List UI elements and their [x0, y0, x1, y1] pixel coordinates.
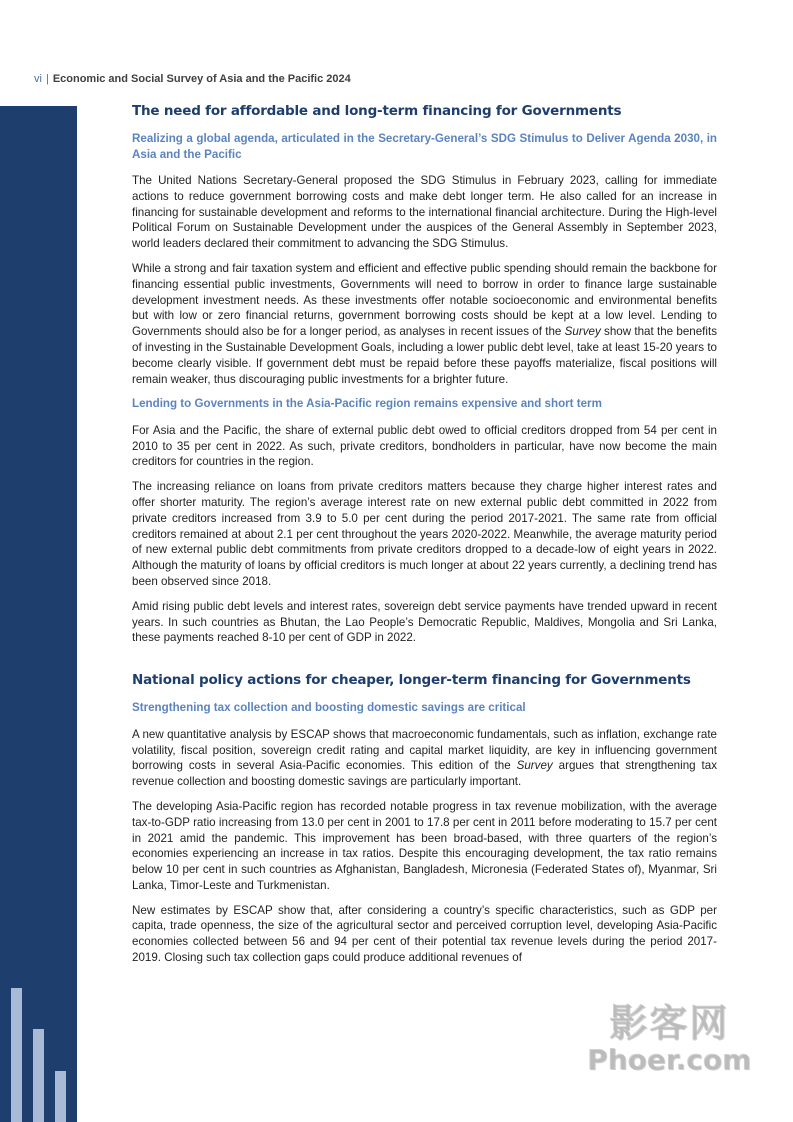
main-content [132, 103, 717, 975]
paragraph-tax-gaps: New estimates by ESCAP show that, after considering a country’s specific characteristics, such as GDP per capita, trade openness, the size of the agricultural sector and perceived corruption level, developing Asia-Pacific economies collected between 56 and 94 per cent of their potential tax revenue levels during the period 2017-2019. Closing such tax collection gaps could produce additional revenues of [132, 903, 717, 965]
page-number: vi [34, 73, 42, 85]
section-title-national-policy: National policy actions for cheaper, longer-term financing for Governments [132, 672, 691, 689]
text-run: While a strong and fair taxation system and efficient and effective public spending should remain the backbone for financing essential public investments, Governments will need to borrow in order to finance large sustainable development investment needs. As these investments offer notable socioeconomic and environmental benefits but with low or zero financial returns, government borrowing costs should be kept at a low level. Lending to Governments should also be for a longer period, as analyses in recent issues of the [132, 261, 717, 339]
sidebar-bar-medium [33, 1029, 44, 1122]
sidebar-bar-tall [11, 988, 22, 1122]
paragraph-sdg-stimulus: The United Nations Secretary-General proposed the SDG Stimulus in February 2023, calling for immediate actions to reduce government borrowing costs and make debt longer term. He also called for an increase in financing for sustainable development and reforms to the international financial architecture. During the High-level Political Forum on Sustainable Development under the auspices of the General Assembly in September 2023, world leaders declared their commitment to advancing the SDG Stimulus. [132, 174, 717, 251]
paragraph-debt-service: Amid rising public debt levels and interest rates, sovereign debt service payments have trended upward in recent years. In such countries as Bhutan, the Lao People’s Democratic Republic, Maldives, Mongolia and Sri Lanka, these payments reached 8-10 per cent of GDP in 2022. [132, 599, 717, 645]
header-separator: | [45, 73, 49, 85]
subheading-lending-expensive: Lending to Governments in the Asia-Pacific region remains expensive and short term [132, 397, 602, 411]
text-run: show that the benefits of investing in the Sustainable Development Goals, including a lower public debt level, take at least 15-20 years to become clearly visible. If government debt must be repaid before these payoffs materialize, fiscal positions will remain weaker, thus discouraging public investments for a brighter future. [132, 325, 717, 386]
watermark-chinese: 影客网 [608, 1001, 729, 1045]
survey-emphasis: Survey [516, 759, 553, 773]
paragraph-quantitative-analysis [132, 727, 717, 790]
section-title-affordable-financing: The need for affordable and long-term financing for Governments [132, 103, 622, 119]
decorative-sidebar [0, 106, 77, 1122]
paragraph-borrowing-needs [132, 261, 717, 387]
paragraph-official-creditors: For Asia and the Pacific, the share of external public debt owed to official creditors dropped from 54 per cent in 2010 to 35 per cent in 2022. As such, private creditors, bondholders in particular, have now become the main creditors for countries in the region. [132, 423, 717, 469]
publication-title: Economic and Social Survey of Asia and the Pacific 2024 [52, 73, 351, 85]
subheading-global-agenda: Realizing a global agenda, articulated in the Secretary-General’s SDG Stimulus to Deliver Agenda 2030, in Asia and the Pacific [132, 132, 717, 161]
watermark-latin: Phoer.com [586, 1043, 752, 1076]
paragraph-tax-revenue: The developing Asia-Pacific region has recorded notable progress in tax revenue mobilization, with the average tax-to-GDP ratio increasing from 13.0 per cent in 2001 to 17.8 per cent in 2011 before moderating to 15.7 per cent in 2021 amid the pandemic. This improvement has been broad-based, with three quarters of the region’s economies experiencing an increase in tax ratios. Despite this encouraging development, the tax ratio remains below 10 per cent in such countries as Afghanistan, Bangladesh, Micronesia (Federated States of), Myanmar, Sri Lanka, Timor-Leste and Turkmenistan. [132, 799, 717, 892]
subheading-tax-collection: Strengthening tax collection and boosting domestic savings are critical [132, 701, 526, 715]
text-run: argues that strengthening tax revenue collection and boosting domestic savings are particularly important. [132, 759, 717, 789]
survey-emphasis: Survey [564, 325, 601, 339]
watermark-logo [584, 1002, 754, 1076]
paragraph-private-creditors: The increasing reliance on loans from private creditors matters because they charge higher interest rates and offer shorter maturity. The region’s average interest rate on new external public debt committed in 2022 from private creditors increased from 3.9 to 5.0 per cent during the period 2017-2021. The same rate from official creditors remained at about 2.1 per cent throughout the years 2020-2022. Meanwhile, the average maturity period of new external public debt commitments from private creditors dropped to a decade-low of eight years in 2022. Although the maturity of loans by official creditors is much longer at about 22 years currently, a declining trend has been observed since 2018. [132, 480, 717, 589]
sidebar-bar-short [55, 1071, 66, 1122]
text-run: A new quantitative analysis by ESCAP shows that macroeconomic fundamentals, such as inflation, exchange rate volatility, fiscal position, sovereign credit rating and capital market liquidity, are key in influencing government borrowing costs in several Asia-Pacific economies. This edition of the [132, 727, 717, 773]
running-head [34, 73, 351, 85]
